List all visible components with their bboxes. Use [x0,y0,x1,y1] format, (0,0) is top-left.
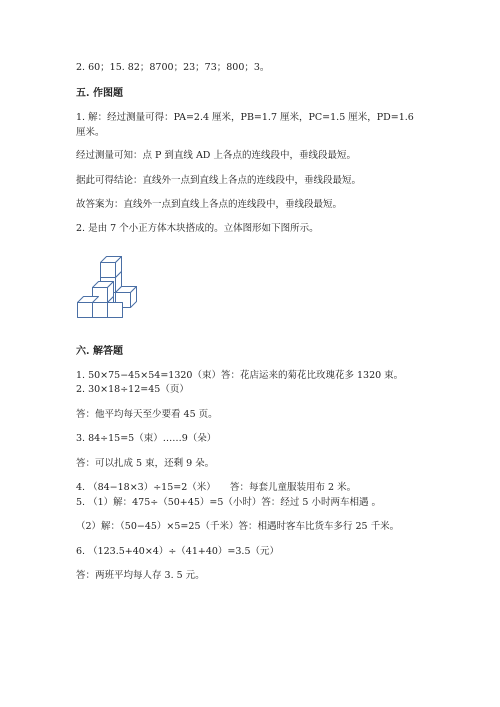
solution-2: 2. 30×18÷12=45（页） [76,384,189,395]
solution-6: 6. （123.5+40×4）÷（41+40）=3.5（元） [76,546,279,557]
drawing-answer-1-final: 故答案为：直线外一点到直线上各点的连线段中，垂线段最短。 [76,199,343,210]
cube-group [78,257,137,318]
solution-5-part-1: 5. （1）解：475÷（50+45）=5（小时）答：经过 5 小时两车相遇 。 [76,497,381,508]
drawing-answer-1: 1. 解：经过测量可得：PA=2.4 厘米，PB=1.7 厘米，PC=1.5 厘米，PD=1.6 厘米。 [76,112,414,138]
solution-3-answer: 答：可以扎成 5 束，还剩 9 朵。 [76,458,215,469]
solution-4: 4. （84−18×3）÷15=2（米） 答：每套儿童服装用布 2 米。 [76,482,357,493]
solution-1: 1. 50×75−45×54=1320（束）答：花店运来的菊花比玫瑰花多 1320 束。 [76,370,404,381]
solution-2-answer: 答：他平均每天至少要看 45 页。 [76,409,218,420]
solution-3: 3. 84÷15=5（束）……9（朵） [76,433,217,444]
answer-line-fill-in: 2. 60；15. 82；8700；23；73；800；3。 [76,62,270,73]
cube-stack-figure [74,256,140,318]
drawing-answer-2: 2. 是由 7 个小正方体木块搭成的。立体图形如下图所示。 [76,223,319,234]
section-heading-drawing: 五. 作图题 [76,88,123,99]
cube-front-center [93,303,108,318]
section-heading-solutions: 六. 解答题 [76,346,123,357]
drawing-answer-1-conclusion: 据此可得结论：直线外一点到直线上各点的连线段中，垂线段最短。 [76,175,362,186]
solution-5-part-2: （2）解：（50−45）×5=25（千米）答：相遇时客车比货车多行 25 千米。 [76,521,400,532]
solution-6-answer: 答：两班平均每人存 3. 5 元。 [76,570,205,581]
drawing-answer-1-observation: 经过测量可知：点 P 到直线 AD 上各点的连线段中，垂线段最短。 [76,150,356,161]
